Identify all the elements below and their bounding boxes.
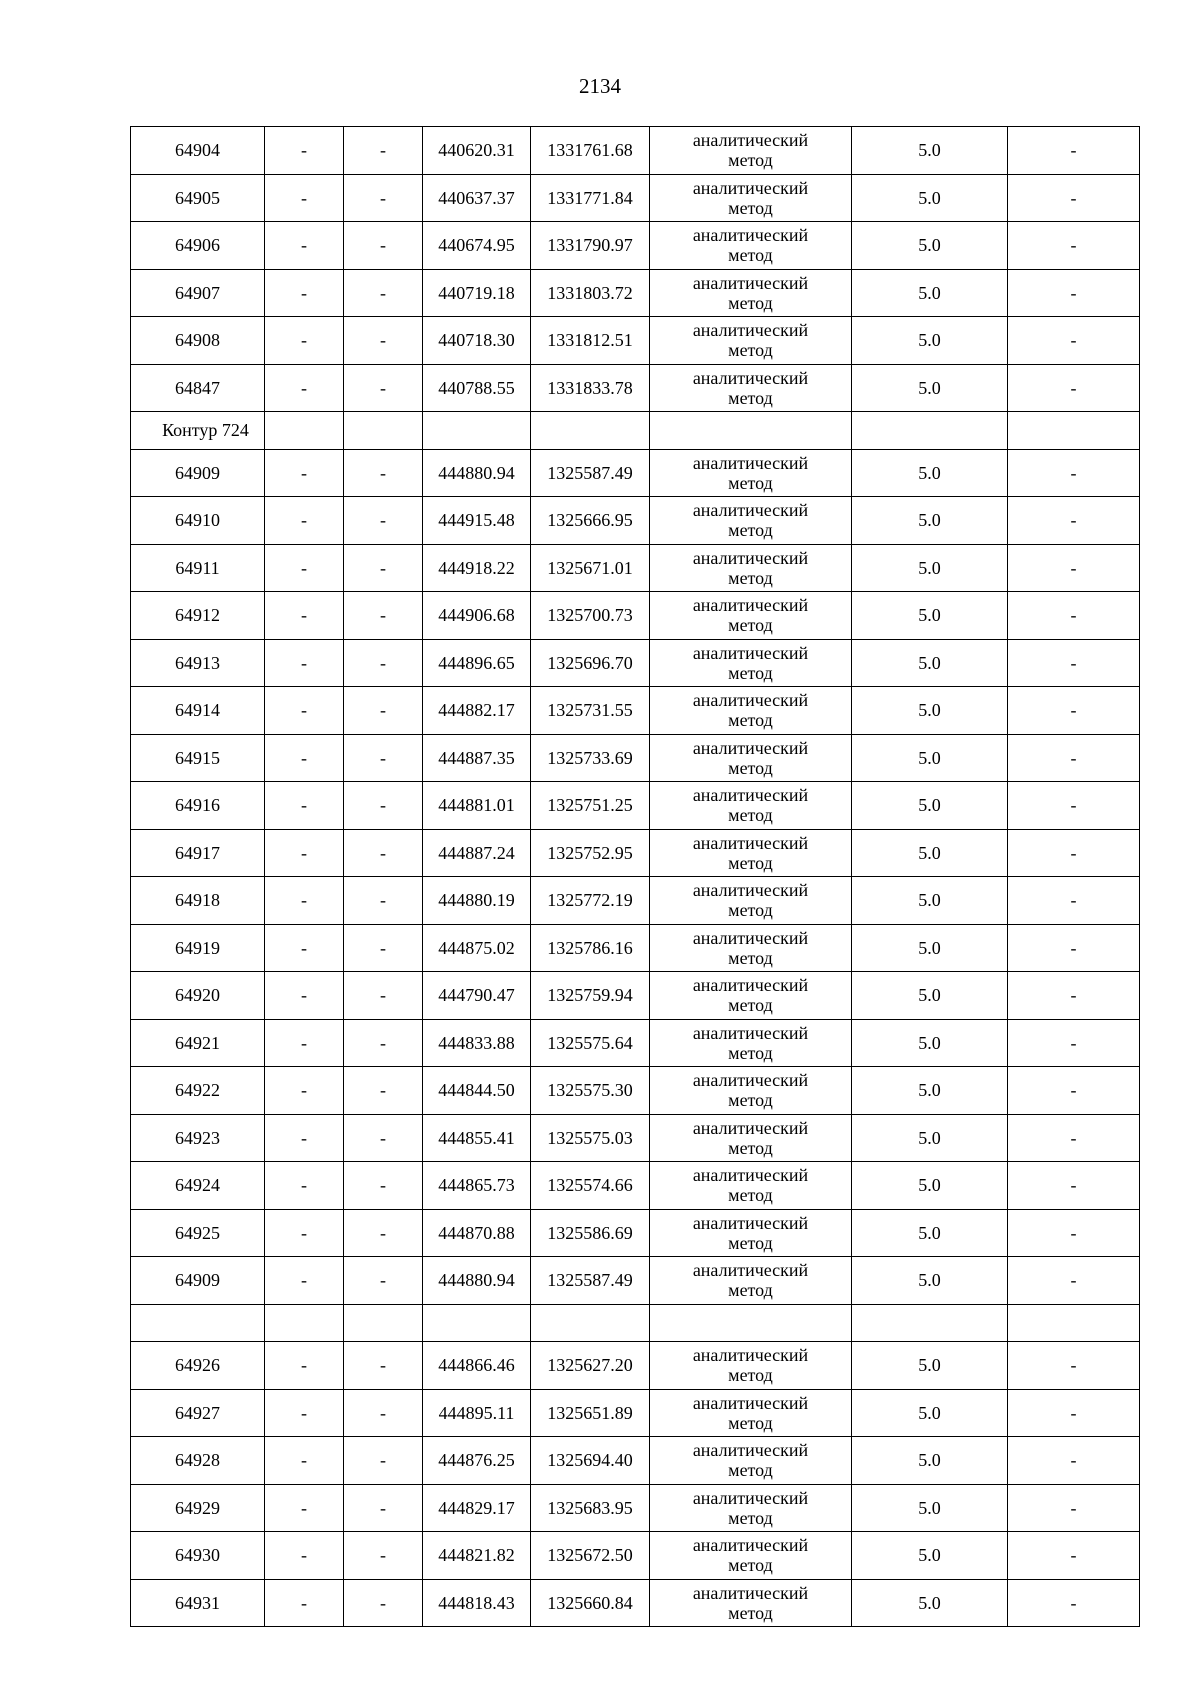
col3-cell: - [344,782,423,830]
table-row [131,1484,1140,1532]
y-coordinate-cell: 1325671.01 [531,544,650,592]
method-cell: аналитический метод [650,1114,852,1162]
col3-cell: - [344,1019,423,1067]
coordinates-table [130,126,1140,1627]
table-row [131,592,1140,640]
y-coordinate-cell: 1331790.97 [531,222,650,270]
col2-cell: - [265,924,344,972]
table-row [131,1209,1140,1257]
col3-cell: - [344,544,423,592]
y-coordinate-cell: 1325587.49 [531,449,650,497]
note-cell: - [1008,449,1140,497]
y-coordinate-cell: 1331761.68 [531,127,650,175]
accuracy-cell: 5.0 [852,972,1008,1020]
col3-cell: - [344,1484,423,1532]
point-id-cell: 64908 [131,317,265,365]
note-cell: - [1008,174,1140,222]
col3-cell: - [344,877,423,925]
y-coordinate-cell: 1325751.25 [531,782,650,830]
table-row [131,639,1140,687]
col2-cell: - [265,782,344,830]
x-coordinate-cell: 440788.55 [423,364,531,412]
col2-cell: - [265,1257,344,1305]
table-row [131,269,1140,317]
col2-cell: - [265,364,344,412]
col3-cell: - [344,497,423,545]
note-cell: - [1008,1019,1140,1067]
note-cell: - [1008,1209,1140,1257]
method-cell: аналитический метод [650,924,852,972]
method-cell: аналитический метод [650,449,852,497]
method-cell: аналитический метод [650,222,852,270]
y-coordinate-cell: 1325731.55 [531,687,650,735]
method-cell: аналитический метод [650,1257,852,1305]
y-coordinate-cell: 1325575.03 [531,1114,650,1162]
y-coordinate-cell: 1325772.19 [531,877,650,925]
page-number: 2134 [579,74,621,98]
note-cell: - [1008,127,1140,175]
blank-row [131,1304,1140,1342]
method-cell: аналитический метод [650,127,852,175]
point-id-cell: 64927 [131,1389,265,1437]
point-id-cell: 64905 [131,174,265,222]
col2-cell: - [265,174,344,222]
table-row [131,449,1140,497]
col3-cell: - [344,174,423,222]
empty-cell [650,412,852,450]
accuracy-cell: 5.0 [852,1532,1008,1580]
col3-cell: - [344,269,423,317]
method-cell: аналитический метод [650,639,852,687]
x-coordinate-cell: 444870.88 [423,1209,531,1257]
note-cell: - [1008,639,1140,687]
table-row [131,222,1140,270]
col3-cell: - [344,687,423,735]
table-row [131,1162,1140,1210]
note-cell: - [1008,544,1140,592]
accuracy-cell: 5.0 [852,639,1008,687]
table-row [131,1579,1140,1627]
note-cell: - [1008,1484,1140,1532]
col2-cell: - [265,1342,344,1390]
accuracy-cell: 5.0 [852,1579,1008,1627]
col3-cell: - [344,127,423,175]
col2-cell: - [265,1019,344,1067]
method-cell: аналитический метод [650,1342,852,1390]
y-coordinate-cell: 1325627.20 [531,1342,650,1390]
note-cell: - [1008,222,1140,270]
table-row [131,497,1140,545]
table-row [131,1342,1140,1390]
accuracy-cell: 5.0 [852,877,1008,925]
table-row [131,1114,1140,1162]
note-cell: - [1008,364,1140,412]
table-row [131,1437,1140,1485]
col2-cell: - [265,269,344,317]
accuracy-cell: 5.0 [852,592,1008,640]
empty-cell [1008,1304,1140,1342]
method-cell: аналитический метод [650,1162,852,1210]
col3-cell: - [344,639,423,687]
empty-cell [852,1304,1008,1342]
col3-cell: - [344,317,423,365]
y-coordinate-cell: 1325587.49 [531,1257,650,1305]
x-coordinate-cell: 444821.82 [423,1532,531,1580]
x-coordinate-cell: 444881.01 [423,782,531,830]
x-coordinate-cell: 444833.88 [423,1019,531,1067]
empty-cell [531,1304,650,1342]
accuracy-cell: 5.0 [852,127,1008,175]
point-id-cell: 64914 [131,687,265,735]
col2-cell: - [265,1067,344,1115]
table-row [131,544,1140,592]
col3-cell: - [344,1342,423,1390]
accuracy-cell: 5.0 [852,1484,1008,1532]
method-cell: аналитический метод [650,1209,852,1257]
y-coordinate-cell: 1331833.78 [531,364,650,412]
accuracy-cell: 5.0 [852,1342,1008,1390]
x-coordinate-cell: 444855.41 [423,1114,531,1162]
point-id-cell: 64916 [131,782,265,830]
point-id-cell: 64920 [131,972,265,1020]
empty-cell [423,1304,531,1342]
x-coordinate-cell: 444880.19 [423,877,531,925]
accuracy-cell: 5.0 [852,687,1008,735]
method-cell: аналитический метод [650,734,852,782]
col3-cell: - [344,1532,423,1580]
col2-cell: - [265,639,344,687]
accuracy-cell: 5.0 [852,174,1008,222]
table-row [131,1257,1140,1305]
x-coordinate-cell: 444887.35 [423,734,531,782]
empty-cell [531,412,650,450]
y-coordinate-cell: 1325574.66 [531,1162,650,1210]
col3-cell: - [344,1389,423,1437]
x-coordinate-cell: 444880.94 [423,449,531,497]
note-cell: - [1008,1437,1140,1485]
point-id-cell: 64910 [131,497,265,545]
x-coordinate-cell: 444887.24 [423,829,531,877]
method-cell: аналитический метод [650,592,852,640]
table-row [131,1067,1140,1115]
col3-cell: - [344,1437,423,1485]
y-coordinate-cell: 1325694.40 [531,1437,650,1485]
accuracy-cell: 5.0 [852,364,1008,412]
method-cell: аналитический метод [650,544,852,592]
point-id-cell: 64918 [131,877,265,925]
note-cell: - [1008,782,1140,830]
accuracy-cell: 5.0 [852,1209,1008,1257]
x-coordinate-cell: 444918.22 [423,544,531,592]
method-cell: аналитический метод [650,782,852,830]
method-cell: аналитический метод [650,972,852,1020]
table-row [131,1389,1140,1437]
y-coordinate-cell: 1331771.84 [531,174,650,222]
y-coordinate-cell: 1325786.16 [531,924,650,972]
table-row [131,924,1140,972]
point-id-cell: 64924 [131,1162,265,1210]
y-coordinate-cell: 1325759.94 [531,972,650,1020]
col3-cell: - [344,364,423,412]
accuracy-cell: 5.0 [852,829,1008,877]
point-id-cell: 64925 [131,1209,265,1257]
method-cell: аналитический метод [650,829,852,877]
x-coordinate-cell: 444829.17 [423,1484,531,1532]
col2-cell: - [265,1437,344,1485]
table-row [131,174,1140,222]
empty-cell [344,1304,423,1342]
col2-cell: - [265,497,344,545]
x-coordinate-cell: 444895.11 [423,1389,531,1437]
col2-cell: - [265,1114,344,1162]
x-coordinate-cell: 444896.65 [423,639,531,687]
accuracy-cell: 5.0 [852,449,1008,497]
y-coordinate-cell: 1325660.84 [531,1579,650,1627]
table-row [131,972,1140,1020]
table-row [131,127,1140,175]
y-coordinate-cell: 1331803.72 [531,269,650,317]
note-cell: - [1008,1162,1140,1210]
col2-cell: - [265,1162,344,1210]
method-cell: аналитический метод [650,1019,852,1067]
empty-cell [852,412,1008,450]
point-id-cell: 64917 [131,829,265,877]
col2-cell: - [265,449,344,497]
method-cell: аналитический метод [650,497,852,545]
table-body [131,127,1140,1627]
col3-cell: - [344,592,423,640]
col2-cell: - [265,1209,344,1257]
col2-cell: - [265,1579,344,1627]
table-row [131,782,1140,830]
accuracy-cell: 5.0 [852,1389,1008,1437]
note-cell: - [1008,592,1140,640]
accuracy-cell: 5.0 [852,1162,1008,1210]
contour-label [131,1304,265,1342]
accuracy-cell: 5.0 [852,1437,1008,1485]
x-coordinate-cell: 444876.25 [423,1437,531,1485]
x-coordinate-cell: 444906.68 [423,592,531,640]
x-coordinate-cell: 444915.48 [423,497,531,545]
accuracy-cell: 5.0 [852,1257,1008,1305]
col2-cell: - [265,972,344,1020]
accuracy-cell: 5.0 [852,1067,1008,1115]
note-cell: - [1008,1067,1140,1115]
point-id-cell: 64923 [131,1114,265,1162]
note-cell: - [1008,497,1140,545]
accuracy-cell: 5.0 [852,1114,1008,1162]
empty-cell [265,412,344,450]
y-coordinate-cell: 1325733.69 [531,734,650,782]
col2-cell: - [265,877,344,925]
col3-cell: - [344,1114,423,1162]
accuracy-cell: 5.0 [852,222,1008,270]
point-id-cell: 64929 [131,1484,265,1532]
point-id-cell: 64913 [131,639,265,687]
method-cell: аналитический метод [650,317,852,365]
accuracy-cell: 5.0 [852,544,1008,592]
y-coordinate-cell: 1325575.64 [531,1019,650,1067]
method-cell: аналитический метод [650,364,852,412]
empty-cell [650,1304,852,1342]
point-id-cell: 64907 [131,269,265,317]
point-id-cell: 64930 [131,1532,265,1580]
x-coordinate-cell: 440637.37 [423,174,531,222]
x-coordinate-cell: 444818.43 [423,1579,531,1627]
point-id-cell: 64909 [131,449,265,497]
x-coordinate-cell: 444880.94 [423,1257,531,1305]
method-cell: аналитический метод [650,174,852,222]
col2-cell: - [265,829,344,877]
col2-cell: - [265,1484,344,1532]
point-id-cell: 64911 [131,544,265,592]
col2-cell: - [265,317,344,365]
y-coordinate-cell: 1325700.73 [531,592,650,640]
x-coordinate-cell: 444865.73 [423,1162,531,1210]
note-cell: - [1008,972,1140,1020]
x-coordinate-cell: 444844.50 [423,1067,531,1115]
note-cell: - [1008,877,1140,925]
point-id-cell: 64926 [131,1342,265,1390]
point-id-cell: 64915 [131,734,265,782]
col3-cell: - [344,1162,423,1210]
col2-cell: - [265,544,344,592]
contour-label: Контур 724 [131,412,265,450]
y-coordinate-cell: 1325752.95 [531,829,650,877]
x-coordinate-cell: 444866.46 [423,1342,531,1390]
table-row [131,877,1140,925]
note-cell: - [1008,734,1140,782]
note-cell: - [1008,269,1140,317]
point-id-cell: 64912 [131,592,265,640]
col2-cell: - [265,222,344,270]
table-row [131,687,1140,735]
accuracy-cell: 5.0 [852,317,1008,365]
empty-cell [344,412,423,450]
method-cell: аналитический метод [650,687,852,735]
note-cell: - [1008,924,1140,972]
point-id-cell: 64906 [131,222,265,270]
col3-cell: - [344,972,423,1020]
contour-header-row [131,412,1140,450]
col3-cell: - [344,829,423,877]
y-coordinate-cell: 1325586.69 [531,1209,650,1257]
note-cell: - [1008,1342,1140,1390]
col3-cell: - [344,734,423,782]
accuracy-cell: 5.0 [852,734,1008,782]
col2-cell: - [265,592,344,640]
y-coordinate-cell: 1325575.30 [531,1067,650,1115]
point-id-cell: 64921 [131,1019,265,1067]
col2-cell: - [265,734,344,782]
note-cell: - [1008,829,1140,877]
method-cell: аналитический метод [650,1067,852,1115]
x-coordinate-cell: 440674.95 [423,222,531,270]
accuracy-cell: 5.0 [852,924,1008,972]
accuracy-cell: 5.0 [852,1019,1008,1067]
note-cell: - [1008,1389,1140,1437]
note-cell: - [1008,1257,1140,1305]
col3-cell: - [344,1067,423,1115]
method-cell: аналитический метод [650,1389,852,1437]
method-cell: аналитический метод [650,1532,852,1580]
col3-cell: - [344,1257,423,1305]
point-id-cell: 64909 [131,1257,265,1305]
method-cell: аналитический метод [650,877,852,925]
col3-cell: - [344,1209,423,1257]
point-id-cell: 64919 [131,924,265,972]
col2-cell: - [265,127,344,175]
accuracy-cell: 5.0 [852,497,1008,545]
note-cell: - [1008,687,1140,735]
point-id-cell: 64928 [131,1437,265,1485]
method-cell: аналитический метод [650,1484,852,1532]
note-cell: - [1008,1532,1140,1580]
col3-cell: - [344,449,423,497]
x-coordinate-cell: 440719.18 [423,269,531,317]
note-cell: - [1008,1114,1140,1162]
table-row [131,364,1140,412]
col2-cell: - [265,1532,344,1580]
method-cell: аналитический метод [650,269,852,317]
x-coordinate-cell: 440718.30 [423,317,531,365]
col3-cell: - [344,222,423,270]
table-row [131,734,1140,782]
y-coordinate-cell: 1325651.89 [531,1389,650,1437]
x-coordinate-cell: 440620.31 [423,127,531,175]
y-coordinate-cell: 1331812.51 [531,317,650,365]
y-coordinate-cell: 1325666.95 [531,497,650,545]
note-cell: - [1008,317,1140,365]
col2-cell: - [265,687,344,735]
accuracy-cell: 5.0 [852,782,1008,830]
y-coordinate-cell: 1325683.95 [531,1484,650,1532]
accuracy-cell: 5.0 [852,269,1008,317]
point-id-cell: 64847 [131,364,265,412]
x-coordinate-cell: 444875.02 [423,924,531,972]
table-row [131,829,1140,877]
table-row [131,317,1140,365]
col2-cell: - [265,1389,344,1437]
point-id-cell: 64922 [131,1067,265,1115]
y-coordinate-cell: 1325672.50 [531,1532,650,1580]
point-id-cell: 64931 [131,1579,265,1627]
table-row [131,1019,1140,1067]
empty-cell [265,1304,344,1342]
empty-cell [423,412,531,450]
y-coordinate-cell: 1325696.70 [531,639,650,687]
col3-cell: - [344,924,423,972]
empty-cell [1008,412,1140,450]
x-coordinate-cell: 444882.17 [423,687,531,735]
col3-cell: - [344,1579,423,1627]
method-cell: аналитический метод [650,1437,852,1485]
point-id-cell: 64904 [131,127,265,175]
method-cell: аналитический метод [650,1579,852,1627]
x-coordinate-cell: 444790.47 [423,972,531,1020]
table-row [131,1532,1140,1580]
note-cell: - [1008,1579,1140,1627]
